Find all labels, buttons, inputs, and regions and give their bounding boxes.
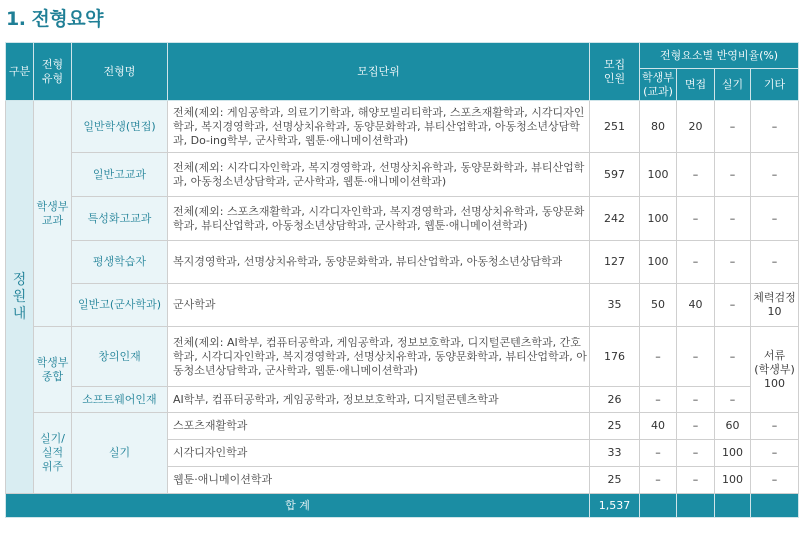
admission-name: 특성화고교과 [72, 197, 168, 241]
ratio-practical-cell: – [715, 153, 751, 197]
ratio-interview-cell: – [677, 467, 715, 494]
units-cell: AI학부, 컴퓨터공학과, 게임공학과, 정보보호학과, 디지털콘텐츠학과 [168, 387, 590, 413]
quota-cell: 25 [590, 413, 640, 440]
ratio-other-cell: – [751, 440, 799, 467]
table-row [6, 153, 799, 197]
page-title: 1. 전형요약 [6, 8, 103, 30]
ratio-practical-cell: 100 [715, 467, 751, 494]
header-quota: 모집 인원 [590, 43, 640, 101]
total-empty-cell [640, 494, 677, 518]
ratio-record-cell: 100 [640, 241, 677, 284]
ratio-interview-cell: – [677, 440, 715, 467]
header-row [6, 43, 799, 69]
ratio-practical-cell: – [715, 327, 751, 387]
ratio-interview-cell: – [677, 197, 715, 241]
ratio-other-cell: 체력검정 10 [751, 284, 799, 327]
ratio-record-cell: – [640, 440, 677, 467]
units-cell: 웹툰·애니메이션학과 [168, 467, 590, 494]
quota-cell: 242 [590, 197, 640, 241]
table-row [6, 101, 799, 153]
ratio-practical-cell: – [715, 284, 751, 327]
ratio-record-cell: 80 [640, 101, 677, 153]
admission-name: 평생학습자 [72, 241, 168, 284]
quota-cell: 35 [590, 284, 640, 327]
ratio-interview-cell: 40 [677, 284, 715, 327]
ratio-interview-cell: – [677, 327, 715, 387]
header-ratio-other: 기타 [751, 69, 799, 101]
ratio-record-cell: – [640, 327, 677, 387]
header-units: 모집단위 [168, 43, 590, 101]
ratio-record-cell: 100 [640, 197, 677, 241]
ratio-practical-cell: – [715, 241, 751, 284]
ratio-interview-cell: – [677, 241, 715, 284]
units-cell: 시각디자인학과 [168, 440, 590, 467]
quota-cell: 25 [590, 467, 640, 494]
ratio-other-cell: – [751, 197, 799, 241]
ratio-other-cell: – [751, 413, 799, 440]
admission-summary-table [5, 42, 799, 518]
header-ratio-practical: 실기 [715, 69, 751, 101]
ratio-record-cell: 40 [640, 413, 677, 440]
table-row [6, 413, 799, 440]
ratio-practical-cell: 60 [715, 413, 751, 440]
table-row [6, 387, 799, 413]
type-cell: 학생부 교과 [34, 101, 72, 327]
type-cell: 학생부 종합 [34, 327, 72, 413]
units-cell: 전체(제외: 스포츠재활학과, 시각디자인학과, 복지경영학과, 선명상치유학과, 동양문화학과, 뷰티산업학과, 아동청소년상담학과, 군사학과, 웹툰·애니메이션학과) [168, 197, 590, 241]
table-row [6, 327, 799, 387]
admission-name: 일반고교과 [72, 153, 168, 197]
ratio-interview-cell: 20 [677, 101, 715, 153]
table-row [6, 197, 799, 241]
admission-name: 소프트웨어인재 [72, 387, 168, 413]
units-cell: 전체(제외: AI학부, 컴퓨터공학과, 게임공학과, 정보보호학과, 디지털콘텐츠학과, 간호학과, 시각디자인학과, 복지경영학과, 선명상치유학과, 동양문화학과, 뷰티산업학과, 아동청소년상담학과, 군사학과, 웹툰·애니메이션학과) [168, 327, 590, 387]
total-empty-cell [677, 494, 715, 518]
ratio-other-cell: – [751, 153, 799, 197]
ratio-record-cell: – [640, 467, 677, 494]
quota-cell: 127 [590, 241, 640, 284]
ratio-practical-cell: – [715, 387, 751, 413]
ratio-interview-cell: – [677, 387, 715, 413]
admission-name: 일반고(군사학과) [72, 284, 168, 327]
ratio-practical-cell: – [715, 197, 751, 241]
table-row [6, 241, 799, 284]
units-cell: 전체(제외: 시각디자인학과, 복지경영학과, 선명상치유학과, 동양문화학과, 뷰티산업학과, 아동청소년상담학과, 군사학과, 웹툰·애니메이션학과) [168, 153, 590, 197]
total-empty-cell [751, 494, 799, 518]
total-row [6, 494, 799, 518]
admission-name: 창의인재 [72, 327, 168, 387]
total-label: 합 계 [6, 494, 590, 518]
header-ratio-interview: 면접 [677, 69, 715, 101]
admission-name: 실기 [72, 413, 168, 494]
ratio-interview-cell: – [677, 153, 715, 197]
type-cell: 실기/ 실적 위주 [34, 413, 72, 494]
header-type: 전형 유형 [34, 43, 72, 101]
table-row [6, 284, 799, 327]
total-quota: 1,537 [590, 494, 640, 518]
quota-cell: 26 [590, 387, 640, 413]
header-section: 구분 [6, 43, 34, 101]
quota-cell: 251 [590, 101, 640, 153]
ratio-other-cell: – [751, 101, 799, 153]
quota-cell: 33 [590, 440, 640, 467]
units-cell: 복지경영학과, 선명상치유학과, 동양문화학과, 뷰티산업학과, 아동청소년상담학과 [168, 241, 590, 284]
ratio-record-cell: – [640, 387, 677, 413]
quota-cell: 597 [590, 153, 640, 197]
header-name: 전형명 [72, 43, 168, 101]
ratio-other-cell: – [751, 467, 799, 494]
ratio-record-cell: 100 [640, 153, 677, 197]
ratio-other-cell: – [751, 241, 799, 284]
ratio-interview-cell: – [677, 413, 715, 440]
section-cell: 정 원 내 [6, 101, 34, 494]
total-empty-cell [715, 494, 751, 518]
ratio-practical-cell: 100 [715, 440, 751, 467]
ratio-record-cell: 50 [640, 284, 677, 327]
admission-name: 일반학생(면접) [72, 101, 168, 153]
units-cell: 군사학과 [168, 284, 590, 327]
header-ratio-record: 학생부 (교과) [640, 69, 677, 101]
units-cell: 스포츠재활학과 [168, 413, 590, 440]
header-ratio-group: 전형요소별 반영비율(%) [640, 43, 799, 69]
units-cell: 전체(제외: 게임공학과, 의료기기학과, 해양모빌리티학과, 스포츠재활학과, 시각디자인학과, 복지경영학과, 선명상치유학과, 동양문화학과, 뷰티산업학과, 아동청소년상담학과, Do-ing학부, 군사학과, 웹툰·애니메이션학과) [168, 101, 590, 153]
ratio-practical-cell: – [715, 101, 751, 153]
ratio-other-cell: 서류 (학생부) 100 [751, 327, 799, 413]
quota-cell: 176 [590, 327, 640, 387]
